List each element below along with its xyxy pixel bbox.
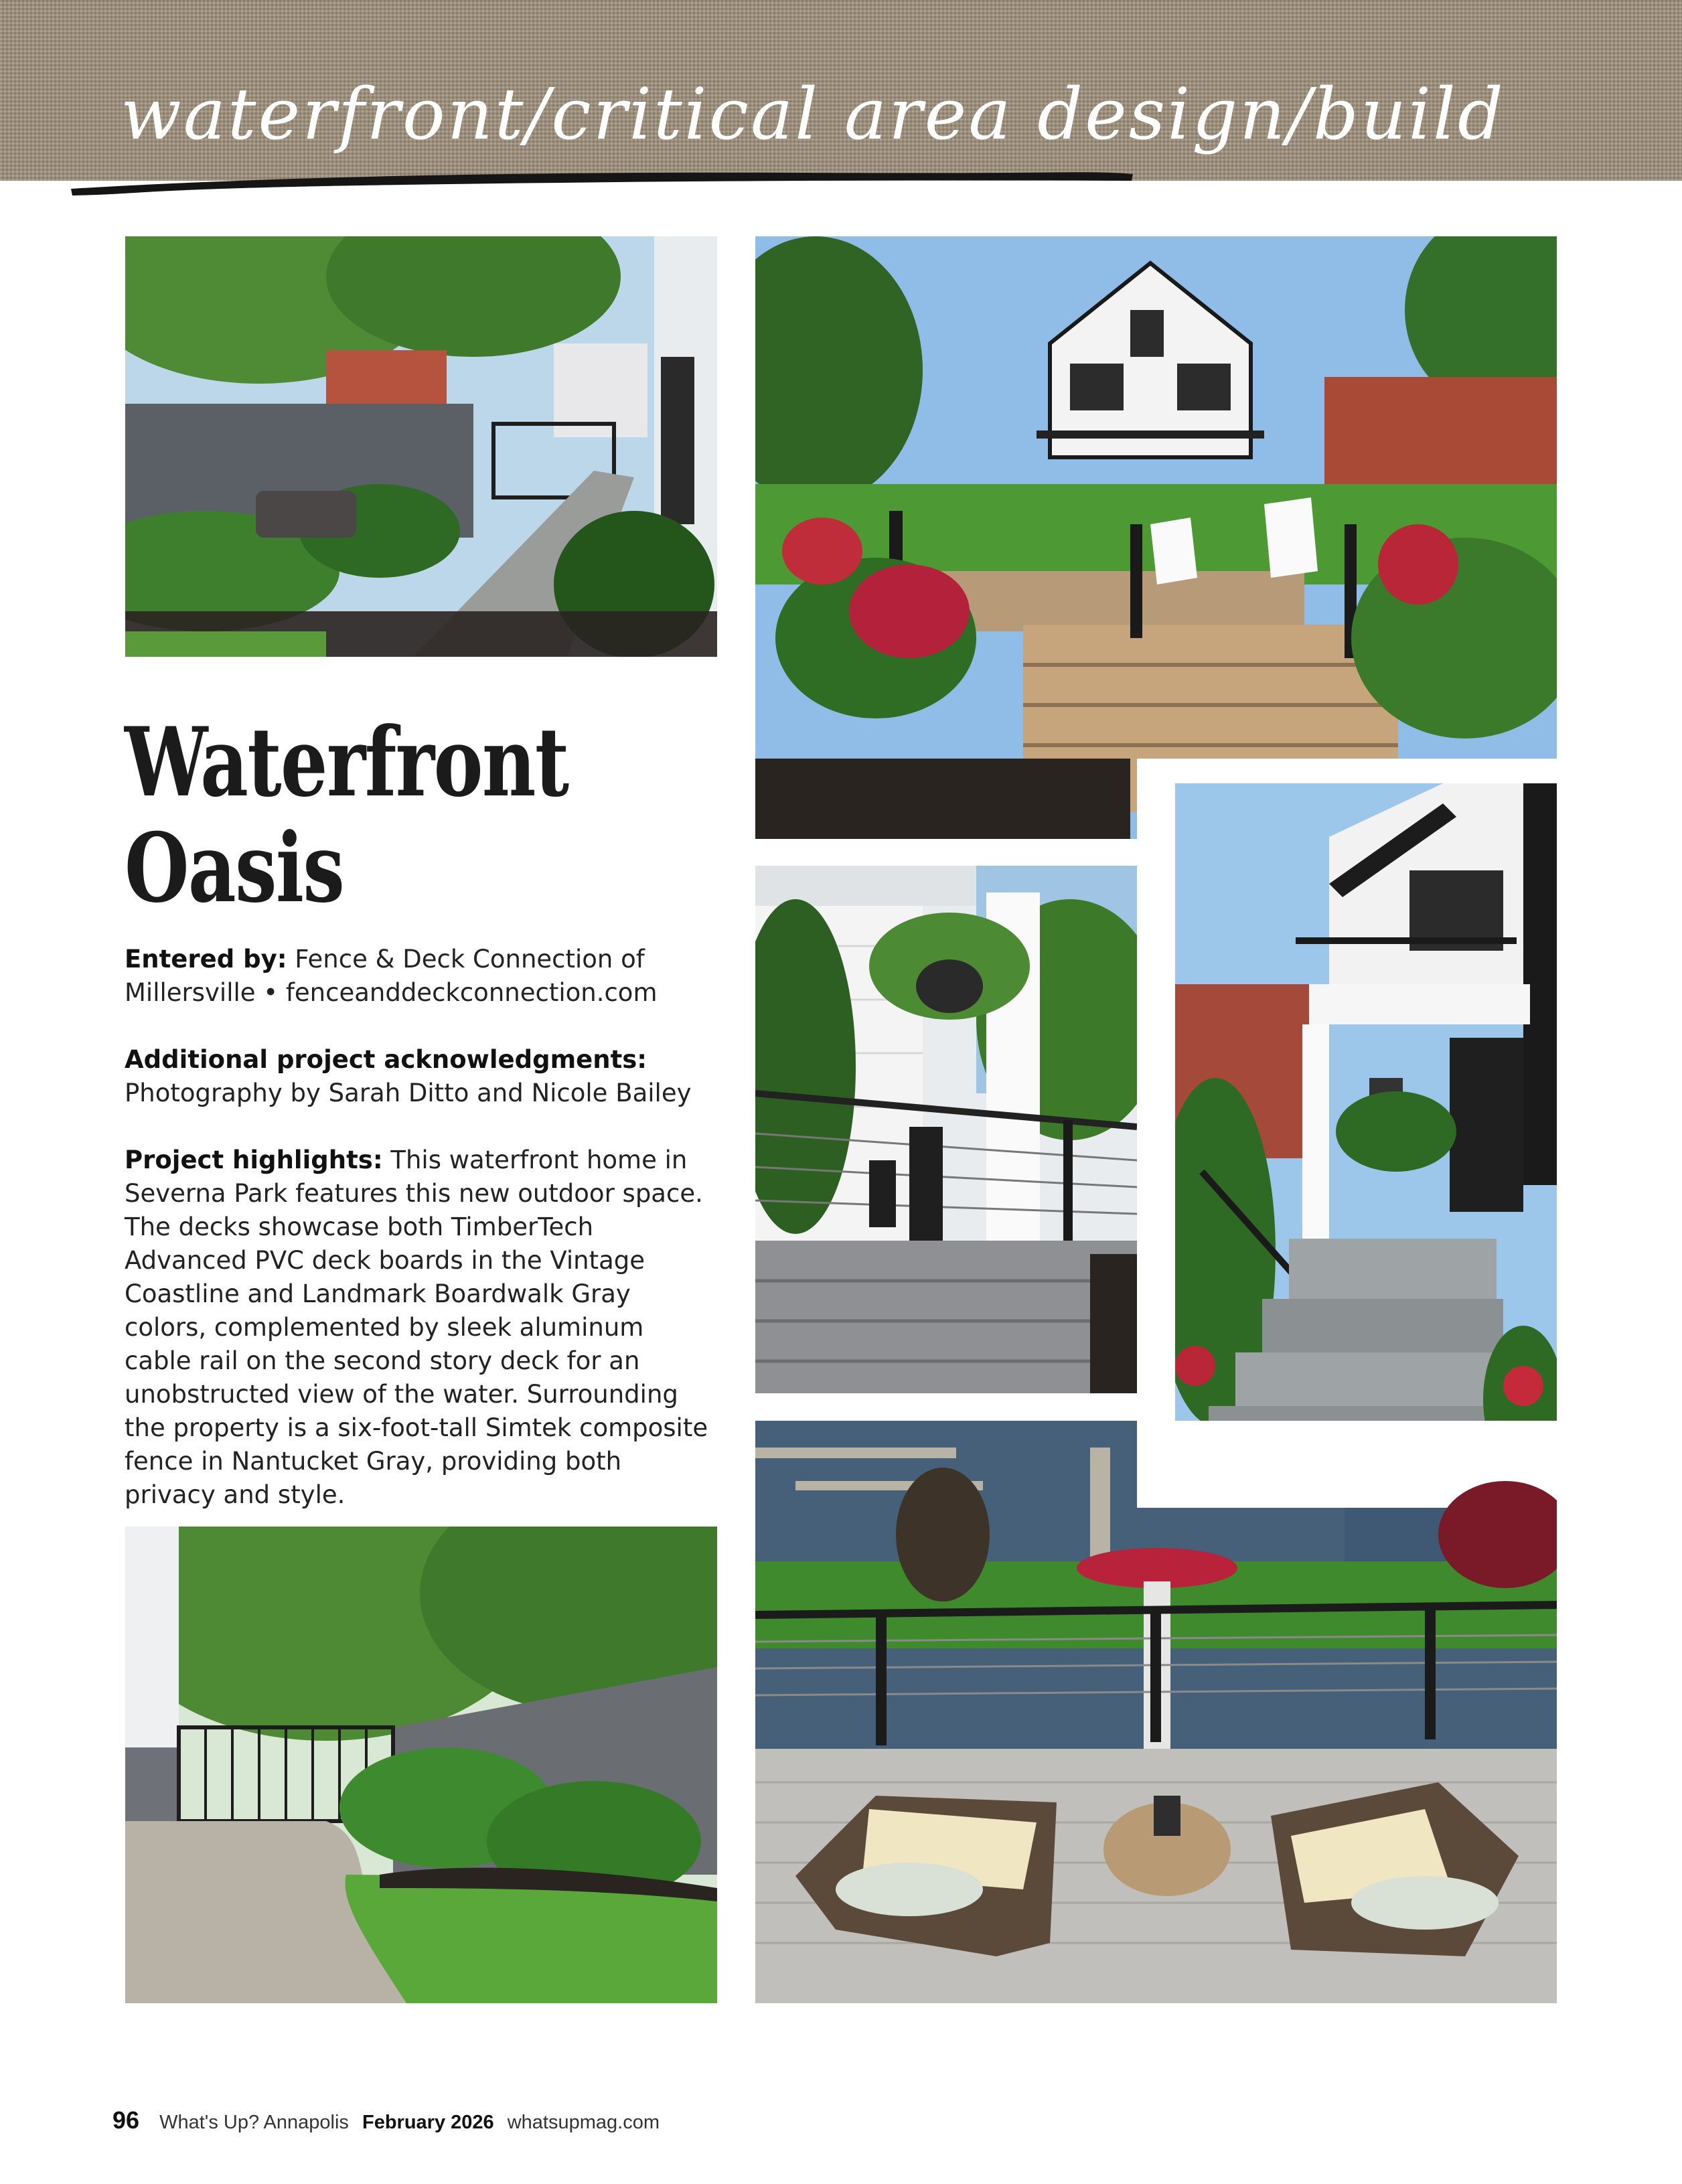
article-headline <box>125 707 568 924</box>
page-number: 96 <box>112 2106 140 2134</box>
headline-line-1: Waterfront <box>125 707 568 818</box>
highlights-text: This waterfront home in Severna Park features this new outdoor space. The decks showcase both TimberTech Advanced PVC deck boards in the Vintage Coastline and Landmark Boardwalk Gray colors, complemented by sleek aluminum cable rail on the second story deck for an unobstructed view of the water. Surrounding the property is a six-foot-tall Simtek composite fence in Nantucket Gray, providing both privacy and style. <box>125 1146 708 1509</box>
website-link[interactable]: whatsupmag.com <box>507 2112 660 2133</box>
acknowledgments-text: Photography by Sarah Ditto and Nicole Bailey <box>125 1079 692 1107</box>
photo-entry-stone-steps <box>1175 783 1557 1476</box>
photo-deck-water-view <box>755 1421 1557 2003</box>
article-body <box>125 943 714 1545</box>
acknowledgments-paragraph <box>125 1043 714 1110</box>
acknowledgments-label: Additional project acknowledgments: <box>125 1045 647 1074</box>
page-footer <box>112 2106 660 2134</box>
photo-side-yard-walkway <box>125 236 717 657</box>
highlights-paragraph <box>125 1144 714 1512</box>
issue-date: February 2026 <box>362 2112 494 2133</box>
section-title: waterfront/critical area design/build <box>121 73 1505 155</box>
entered-by-paragraph <box>125 943 714 1010</box>
photo-porch-cable-rail <box>755 866 1137 1393</box>
magazine-name: What's Up? Annapolis <box>159 2112 349 2133</box>
entered-by-text: Fence & Deck Connection of Millersville • fenceanddeckconnection.com <box>125 945 658 1007</box>
highlights-label: Project highlights: <box>125 1146 383 1174</box>
entered-by-label: Entered by: <box>125 945 287 973</box>
headline-line-2: Oasis <box>125 813 344 924</box>
brush-underline <box>67 165 1138 198</box>
photo-house-deck-steps <box>755 236 1557 839</box>
photo-gated-walkway-lawn <box>125 1527 717 2003</box>
